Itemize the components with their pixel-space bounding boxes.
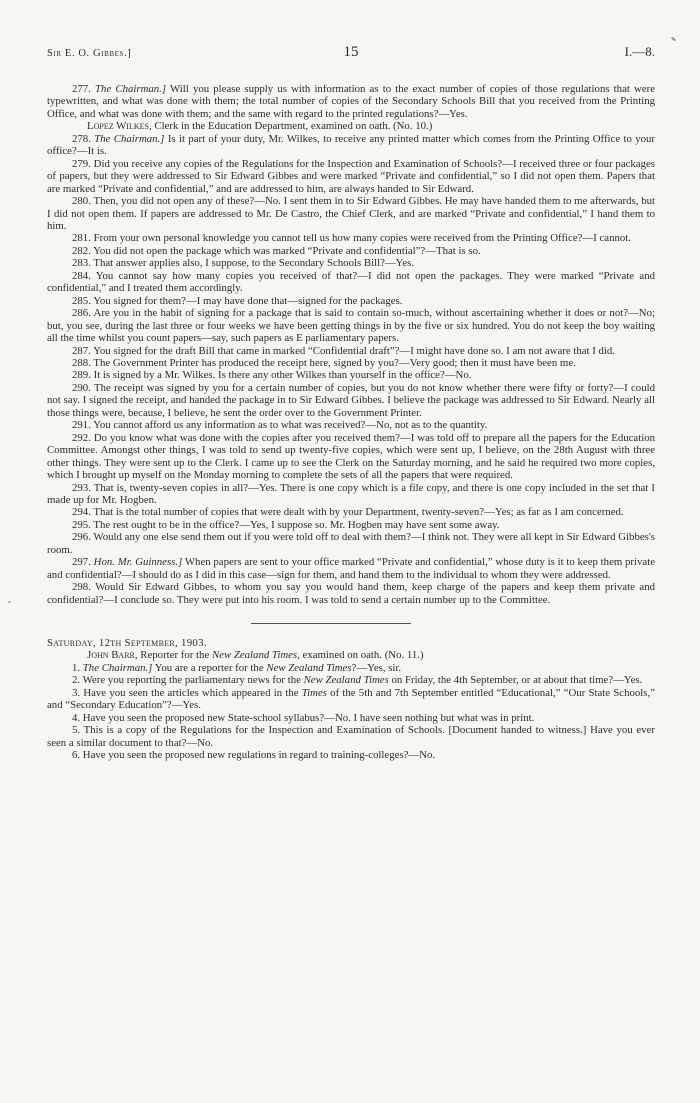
para-285: 285. You signed for them?—I may have done that—signed for the packages.	[72, 294, 403, 307]
para-294: 294. That is the total number of copies that were dealt with by your Department, twenty-seven?—Yes; as far as I am concerned.	[72, 506, 624, 519]
witness-heading-no10: Lopez Wilkes, Clerk in the Education Department, examined on oath. (No. 10.)	[87, 120, 433, 133]
para-278: 278. The Chairman.] Is it part of your duty, Mr. Wilkes, to receive any printed matter which comes from the Printing Office to your office?—It is.	[47, 132, 656, 158]
para-q6: 6. Have you seen the proposed new regulations in regard to training-colleges?—No.	[72, 749, 436, 762]
para-290: 290. The receipt was signed by you for a certain number of copies, but you do not know whether there were fifty or forty?—I could not say. I signed the receipt, and handed the package in to Sir Edward Gibbes. I believe the package was addressed to Sir Edward. Nearly all those things were, because, I believe, he sent the order over to the Government Printer.	[47, 381, 655, 419]
para-287: 287. You signed for the draft Bill that came in marked “Confidential draft”?—I might have done so. I am not aware that I did.	[72, 344, 615, 357]
para-293: 293. That is, twenty-seven copies in all?—Yes. There is one copy which is a file copy, and there is one copy included in the set that I made up for Mr. Hogben.	[47, 481, 655, 506]
section-divider	[251, 623, 411, 624]
para-283: 283. That answer applies also, I suppose, to the Secondary Schools Bill?—Yes.	[72, 257, 415, 270]
para-282: 282. You did not open the package which was marked “Private and confidential”?—That is so.	[72, 244, 481, 257]
para-288: 288. The Government Printer has produced the receipt here, signed by you?—Very good; then it must have been me.	[72, 356, 576, 369]
para-q1: 1. The Chairman.] You are a reporter for the New Zealand Times?—Yes, sir.	[72, 661, 402, 674]
para-q3: 3. Have you seen the articles which appeared in the Times of the 5th and 7th September entitled “Educational,” “Our State Schools,” and “Secondary Education”?—Yes.	[47, 686, 655, 712]
para-298: 298. Would Sir Edward Gibbes, to whom you say you would hand them, keep charge of the papers and keep them private and confidential?—I conclude so. They were put into his room. I was told to send a certain number up to the Committee.	[47, 581, 655, 606]
para-q2: 2. Were you reporting the parliamentary news for the New Zealand Times on Friday, the 4th September, or at about that time?—Yes.	[72, 674, 643, 687]
para-279: 279. Did you receive any copies of the Regulations for the Inspection and Examination of Schools?—I received three or four packages of papers, but they were addressed to Sir Edward Gibbes and were marked “Private and confidential,” so I did not open them. Papers that are marked “Private and confidential,” and are addressed to him, are always handed to Sir Edward.	[47, 157, 655, 195]
paper-number: I.—8.	[624, 44, 655, 59]
para-284: 284. You cannot say how many copies you received of that?—I did not open the packages. They were marked “Private and confidential,” and I treated them accordingly.	[47, 269, 655, 295]
page-header	[47, 44, 655, 61]
page-number: 15	[343, 44, 359, 60]
para-q5: 5. This is a copy of the Regulations for the Inspection and Examination of Schools. [Document handed to witness.] Have you ever seen a similar document to that?—No.	[47, 724, 655, 749]
para-281: 281. From your own personal knowledge you cannot tell us how many copies were received from the Printing Office?—I cannot.	[72, 232, 631, 245]
witness-heading-no11: John Barr, Reporter for the New Zealand Times, examined on oath. (No. 11.)	[87, 649, 424, 662]
para-q4: 4. Have you seen the proposed new State-school syllabus?—No. I have seen nothing but what was in print.	[72, 711, 535, 724]
document-body	[47, 83, 655, 762]
para-289: 289. It is signed by a Mr. Wilkes. Is there any other Wilkes than yourself in the office?—No.	[72, 369, 472, 382]
para-292: 292. Do you know what was done with the copies after you received them?—I was told off to prepare all the papers for the Education Committee. Amongst other things, I was told to send up twenty-five copies, which were sent up, I believe, on the 28th August with three other things. They were sent up to the Clerk. I came up to see the Clerk on the Saturday morning, and he said he required two more copies, which I brought up myself on the Monday morning to complete the sets of all the papers that were required.	[47, 431, 655, 482]
scan-artifact-top-right	[671, 37, 676, 42]
para-295: 295. The rest ought to be in the office?—Yes, I suppose so. Mr. Hogben may have sent some away.	[72, 518, 500, 531]
para-280: 280. Then, you did not open any of these?—No. I sent them in to Sir Edward Gibbes. He may have handed them to me afterwards, but I did not open them. If papers are addressed to Mr. De Castro, the Chief Clerk, and are marked “Private and confidential,” I hand them to him.	[47, 195, 655, 232]
para-291: 291. You cannot afford us any information as to what was received?—No, not as to the quantity.	[72, 419, 488, 432]
sitting-date-heading: Saturday, 12th September, 1903.	[47, 637, 207, 650]
para-277: 277. The Chairman.] Will you please supply us with information as to the exact number of copies of those regulations that were typewritten, and what was done with them; the total number of copies of the Secondary Schools Bill that you received from the Printing Office, and what was done with them; and the same with regard to the printed regulations?—Yes.	[47, 83, 656, 120]
running-header-witness: Sir E. O. Gibbes.]	[47, 48, 132, 59]
scan-artifact-left-margin	[8, 601, 11, 603]
para-296: 296. Would any one else send them out if you were told off to deal with them?—I think not. They were all kept in Sir Edward Gibbes's room.	[47, 531, 655, 556]
para-297: 297. Hon. Mr. Guinness.] When papers are sent to your office marked “Private and confidential,” whose duty is it to keep them private and confidential?—I should do as I did in this case—sign for them, and hand them to the individual to whom they were addressed.	[47, 556, 656, 581]
para-286: 286. Are you in the habit of signing for a package that is said to contain so-much, without ascertaining whether it does or not?—No; but, you see, during the last three or four weeks we have been getting things in by the five or six hundred. You do not keep the boy waiting all the time whilst you count papers—say, such papers as E parliamentary papers.	[47, 307, 655, 345]
